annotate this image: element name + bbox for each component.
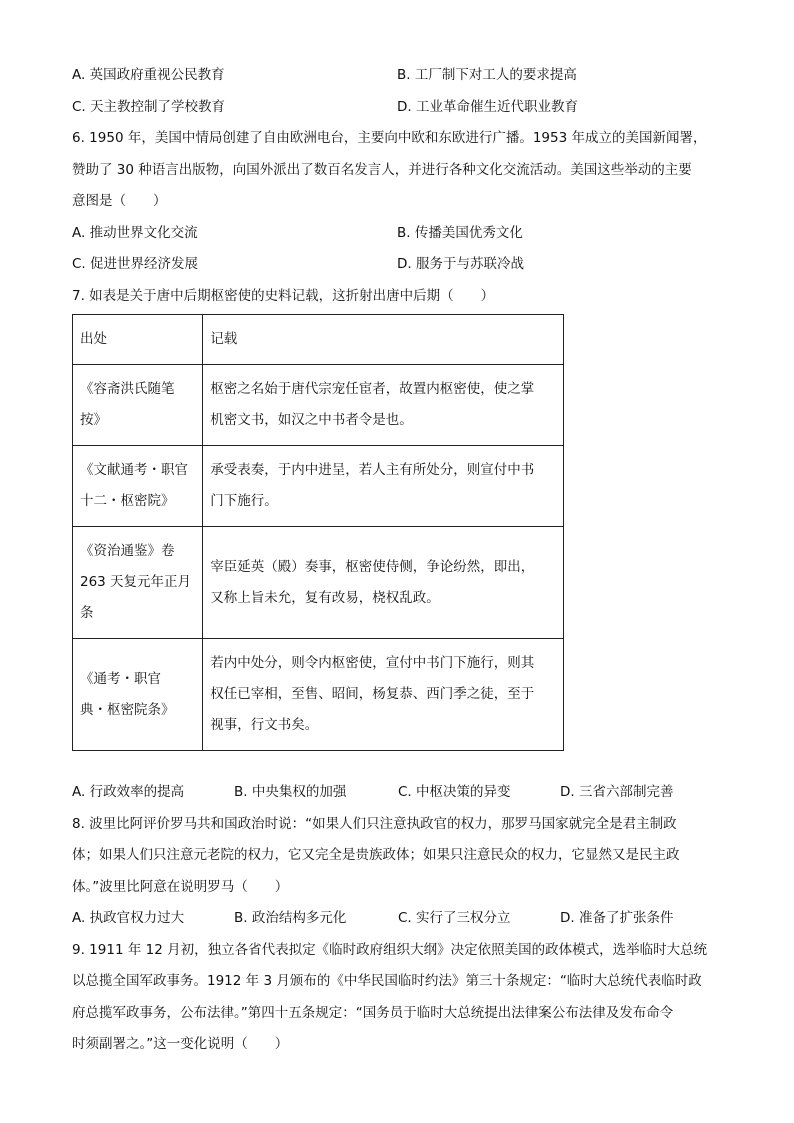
table-row: [73, 446, 564, 527]
source-line: 十二・枢密院》: [80, 493, 175, 509]
source-line: 《容斋洪氏随笔: [80, 381, 175, 397]
record-cell: [203, 639, 564, 751]
q6-option-c[interactable]: C. 促进世界经济发展: [72, 256, 199, 272]
q6-option-b[interactable]: B. 传播美国优秀文化: [397, 224, 523, 241]
table-row: [73, 639, 564, 751]
q7-option-b[interactable]: B. 中央集权的加强: [234, 784, 347, 800]
q6-stem-line-3: 意图是（ ）: [72, 193, 167, 209]
table-header-row: [73, 315, 564, 365]
record-line: 权任已宰相，至售、昭间，杨复恭、西门季之徒，至于: [210, 686, 535, 702]
q8-option-c[interactable]: C. 实行了三权分立: [398, 910, 511, 926]
question-7: [72, 281, 722, 809]
source-cell: [73, 527, 203, 639]
source-line: 《资治通鉴》卷: [80, 543, 175, 559]
q6-stem-line-2: 赞助了 30 种语言出版物，向国外派出了数百名发言人，并进行各种文化交流活动。美国这些举动的主要: [72, 161, 692, 178]
q8-option-d[interactable]: D. 准备了扩张条件: [560, 910, 674, 926]
record-line: 又称上旨未允，复有改易，桡权乱政。: [210, 589, 440, 606]
q7-stem: 7. 如表是关于唐中后期枢密使的史料记载，这折射出唐中后期（ ）: [72, 287, 495, 304]
record-line: 机密文书，如汉之中书者令是也。: [210, 412, 413, 428]
spacer: [72, 751, 722, 777]
q5-options-row-2: [72, 92, 722, 124]
q5-option-a[interactable]: A. 英国政府重视公民教育: [72, 67, 225, 83]
q9-stem-line-3: 府总揽军政事务，公布法律。”第四十五条规定：“国务员于临时大总统提出法律案公布法律及发布命令: [72, 1004, 674, 1021]
source-cell: [73, 365, 203, 446]
header-source: 出处: [73, 315, 203, 365]
source-line: 263 天复元年正月: [80, 574, 192, 590]
q9-stem-line-4: 时须副署之。”这一变化说明（ ）: [72, 1036, 289, 1052]
record-line: 枢密之名始于唐代宗宠任宦者，故置内枢密使，使之掌: [210, 381, 535, 397]
q7-options-row: [72, 777, 722, 809]
q7-option-d[interactable]: D. 三省六部制完善: [560, 784, 674, 800]
source-line: 条: [80, 605, 94, 621]
q6-option-a[interactable]: A. 推动世界文化交流: [72, 224, 198, 241]
question-6: [72, 123, 722, 281]
q7-option-c[interactable]: C. 中枢决策的异变: [398, 784, 511, 800]
record-cell: [203, 446, 564, 527]
q8-options-row: [72, 903, 722, 935]
question-8: [72, 809, 722, 935]
q6-options-row-2: [72, 249, 722, 281]
source-line: 《文献通考・职官: [80, 462, 188, 478]
record-line: 承受表奏，于内中进呈，若人主有所处分，则宣付中书: [210, 462, 535, 478]
source-line: 按》: [80, 412, 107, 428]
question-9: [72, 935, 722, 1061]
record-cell: [203, 527, 564, 639]
q8-stem-line-1: 8. 波里比阿评价罗马共和国政治时说：“如果人们只注意执政官的权力，那罗马国家就完全是君主制政: [72, 815, 677, 832]
table-row: [73, 365, 564, 446]
q5-option-b[interactable]: B. 工厂制下对工人的要求提高: [397, 67, 577, 83]
table-row: [73, 527, 564, 639]
q5-option-c[interactable]: C. 天主教控制了学校教育: [72, 98, 226, 115]
q8-stem-line-2: 体；如果人们只注意元老院的权力，它又完全是贵族政体；如果只注意民众的权力，它显然又是民主政: [72, 847, 680, 863]
record-line: 门下施行。: [210, 493, 278, 509]
record-line: 宰臣延英（殿）奏事，枢密使侍侧，争论纷然，即出，: [210, 558, 535, 575]
exam-page: [72, 60, 722, 1061]
q9-stem-line-2: 以总揽全国军政事务。1912 年 3 月颁布的《中华民国临时约法》第三十条规定：“临时大总统代表临时政: [72, 973, 702, 989]
q5-option-d[interactable]: D. 工业革命催生近代职业教育: [397, 98, 578, 115]
q8-stem-line-3: 体。”波里比阿意在说明罗马（ ）: [72, 878, 289, 895]
q8-option-b[interactable]: B. 政治结构多元化: [234, 910, 347, 926]
record-cell: [203, 365, 564, 446]
q7-source-table: [72, 314, 564, 751]
record-line: 视事，行文书矣。: [210, 717, 319, 733]
source-line: 典・枢密院条》: [80, 701, 175, 718]
q9-stem-line-1: 9. 1911 年 12 月初，独立各省代表拟定《临时政府组织大纲》决定依照美国的政体模式，选举临时大总统: [72, 941, 708, 958]
record-line: 若内中处分，则令内枢密使，宣付中书门下施行，则其: [210, 655, 535, 671]
source-cell: [73, 639, 203, 751]
q6-options-row-1: [72, 218, 722, 250]
q7-option-a[interactable]: A. 行政效率的提高: [72, 784, 185, 800]
source-line: 《通考・职官: [80, 670, 161, 687]
header-record: 记载: [203, 315, 564, 365]
q5-options-row-1: [72, 60, 722, 92]
q8-option-a[interactable]: A. 执政官权力过大: [72, 910, 185, 926]
q6-option-d[interactable]: D. 服务于与苏联冷战: [397, 256, 524, 272]
q6-stem-line-1: 6. 1950 年，美国中情局创建了自由欧洲电台，主要向中欧和东欧进行广播。1953 年成立的美国新闻署，: [72, 130, 707, 146]
source-cell: [73, 446, 203, 527]
